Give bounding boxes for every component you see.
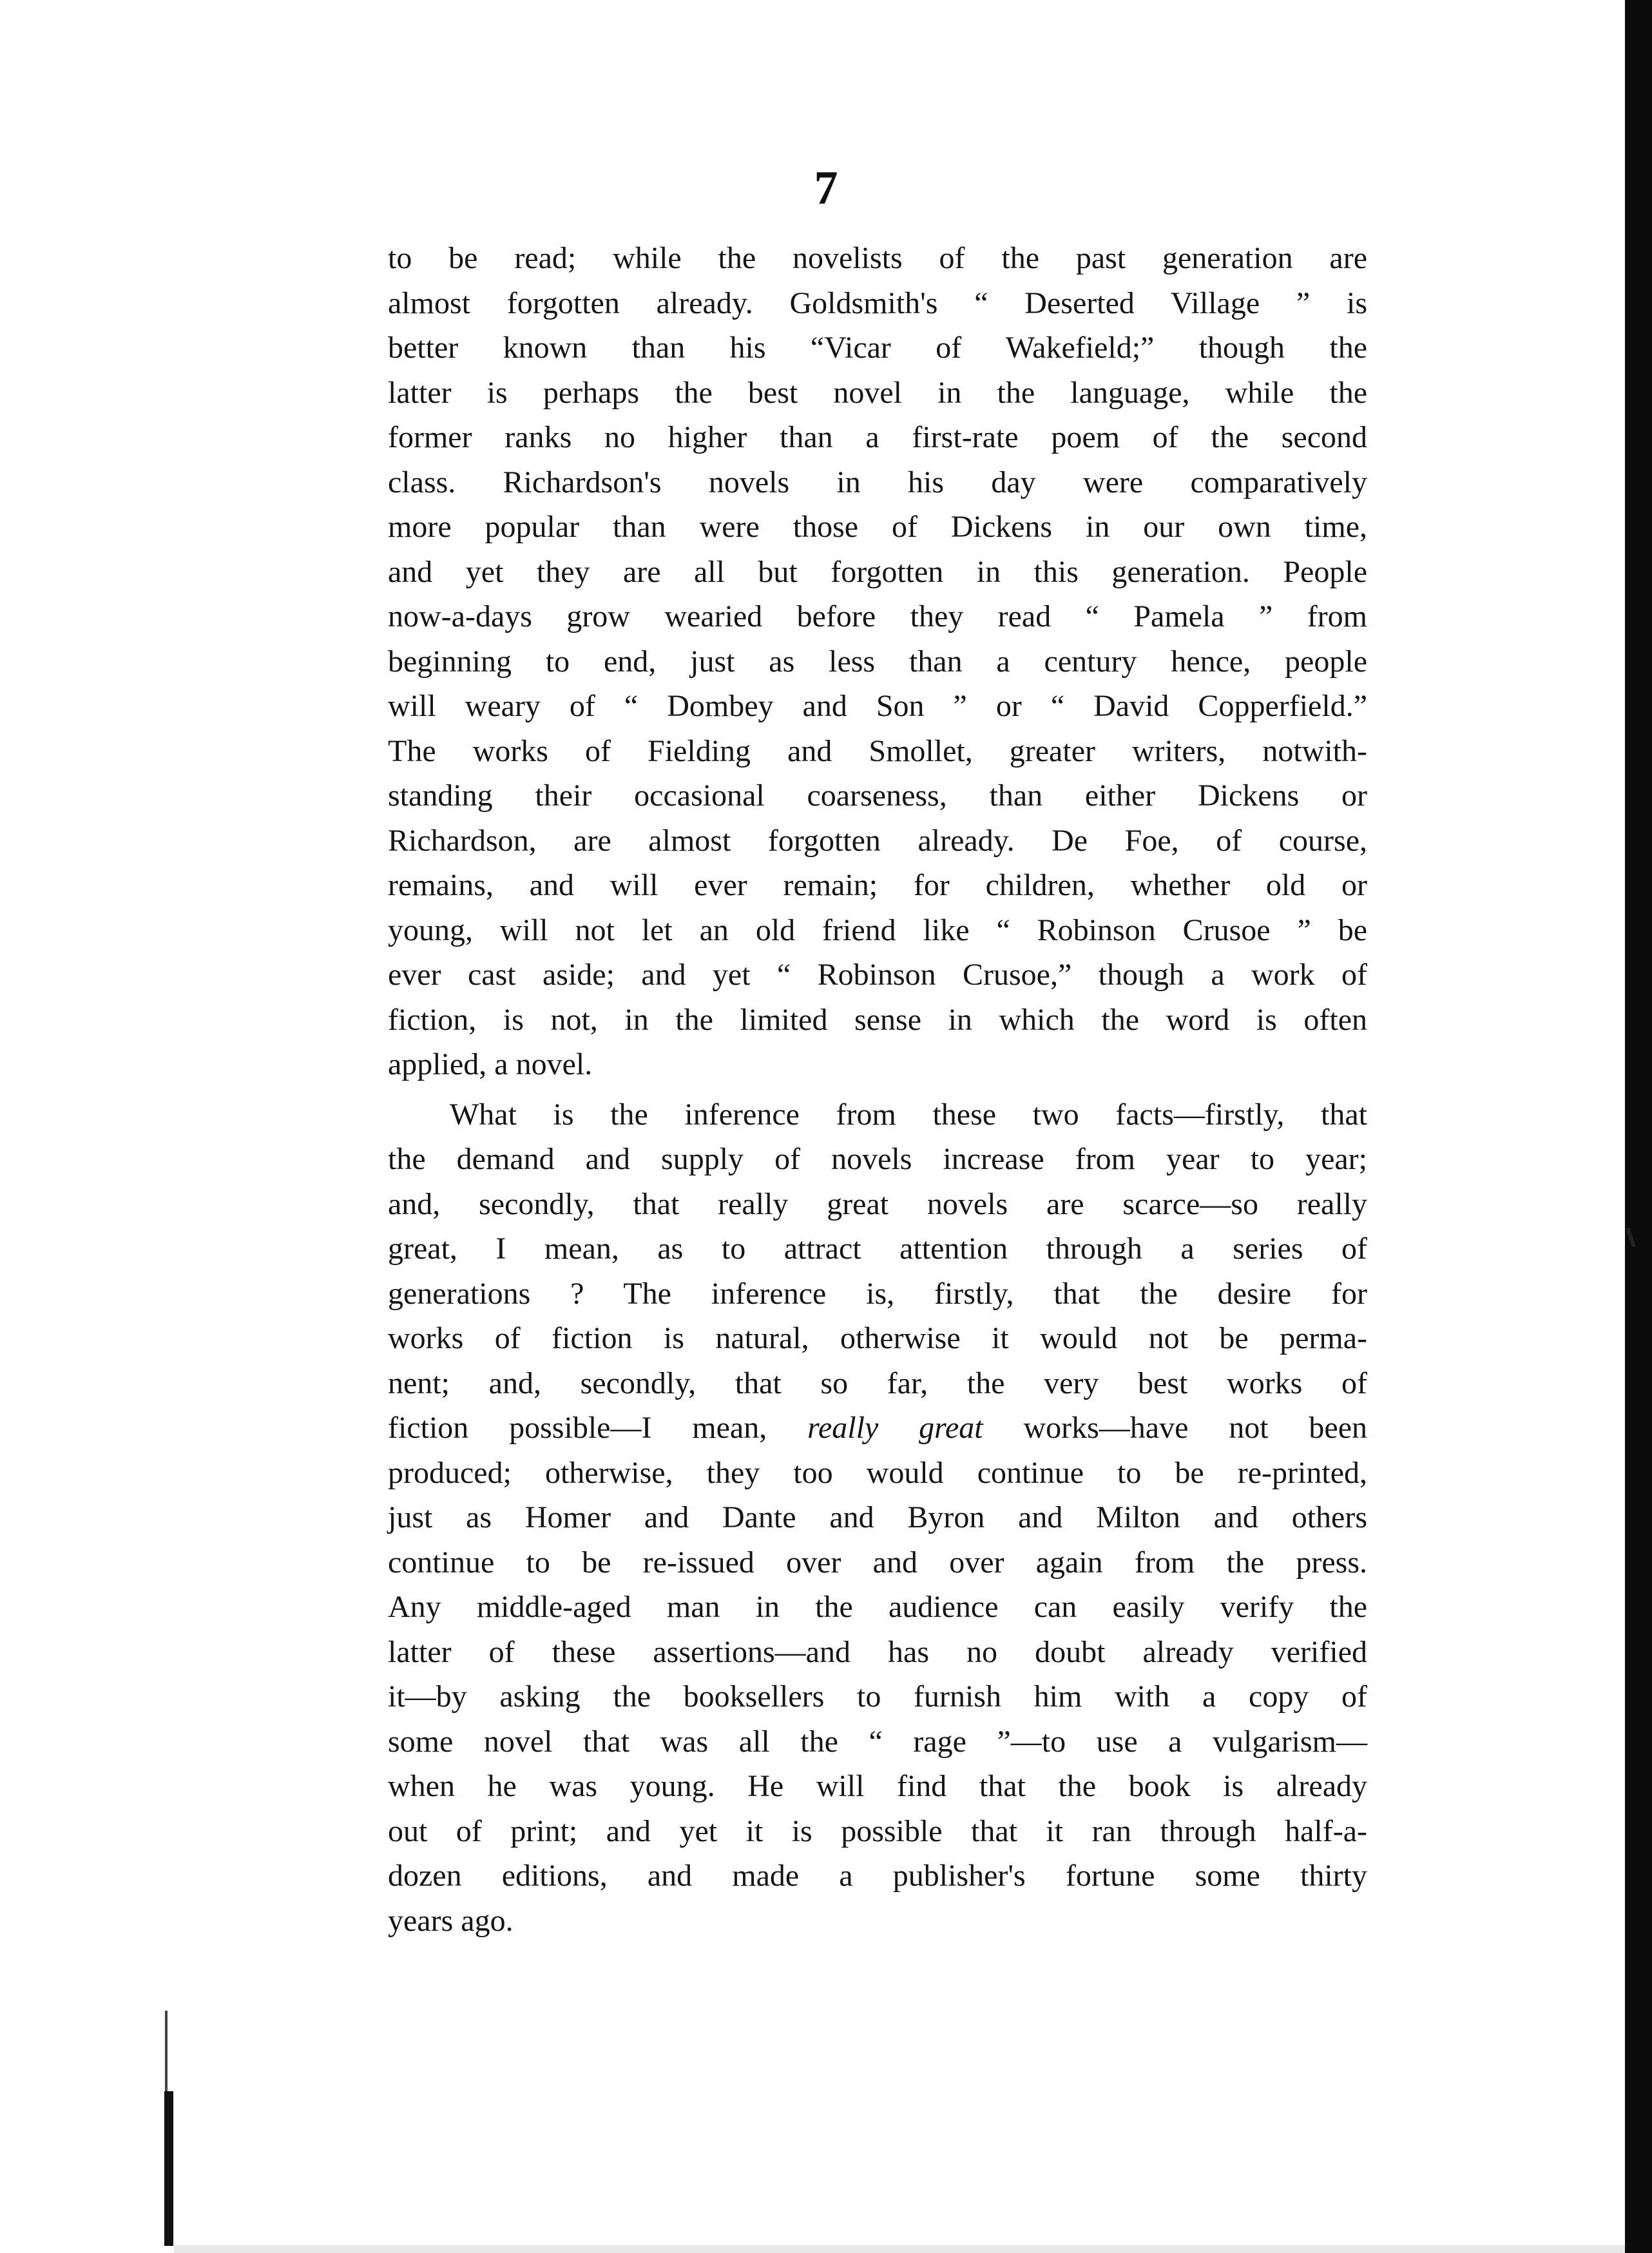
text-line: produced; otherwise, they too would continue to be re-printed, [388,1455,1367,1490]
text-line: and yet they are all but forgotten in this generation. People [388,554,1367,589]
text-line: The works of Fielding and Smollet, greater writers, notwith- [388,733,1367,768]
text-line: more popular than were those of Dickens in our own time, [388,510,1367,544]
text-fragment: works—have not been [983,1411,1368,1445]
body-text [388,236,1367,1943]
paragraph-1 [388,236,1367,1087]
text-line: years ago. [388,1903,514,1938]
text-line: beginning to end, just as less than a century hence, people [388,644,1367,679]
text-line: generations ? The inference is, firstly, that the desire for [388,1276,1367,1311]
scan-border-right [1625,0,1652,2253]
text-line: applied, a novel. [388,1047,593,1081]
text-fragment: fiction possible—I mean, [388,1411,808,1445]
text-line: latter is perhaps the best novel in the language, while the [388,375,1367,410]
text-line-with-italic [388,1406,1367,1451]
text-line: Any middle-aged man in the audience can easily verify the [388,1590,1367,1624]
text-line: almost forgotten already. Goldsmith's “ Deserted Village ” is [388,285,1367,320]
text-line: will weary of “ Dombey and Son ” or “ David Copperfield.” [388,689,1367,723]
text-line: class. Richardson's novels in his day were comparatively [388,465,1367,499]
scan-border-bottom [174,2245,1625,2253]
text-line: great, I mean, as to attract attention through a series of [388,1232,1367,1266]
paragraph-2 [388,1092,1367,1944]
text-line: now-a-days grow wearied before they read “ Pamela ” from [388,599,1367,633]
text-line: out of print; and yet it is possible that it ran through half-a- [388,1813,1367,1848]
text-line: ever cast aside; and yet “ Robinson Crusoe,” though a work of [388,958,1367,992]
text-line: standing their occasional coarseness, than either Dickens or [388,778,1367,813]
scan-border-left-faint [165,2011,168,2091]
text-line: latter of these assertions—and has no doubt already verified [388,1634,1367,1669]
text-line: just as Homer and Dante and Byron and Milton and others [388,1500,1367,1534]
text-line: and, secondly, that really great novels are scarce—so really [388,1186,1367,1221]
page-number: 7 [814,162,838,215]
text-line: Richardson, are almost forgotten already. De Foe, of course, [388,823,1367,858]
paragraph-gap [388,1087,1367,1092]
text-line: fiction, is not, in the limited sense in which the word is often [388,1002,1367,1037]
text-line: former ranks no higher than a first-rate poem of the second [388,420,1367,454]
text-line: to be read; while the novelists of the past generation are [388,241,1367,275]
scan-border-left [164,2091,173,2246]
italic-emphasis: really great [807,1411,983,1445]
text-line: What is the inference from these two facts—firstly, that [450,1097,1367,1132]
text-line: when he was young. He will find that the book is already [388,1769,1367,1803]
text-line: continue to be re-issued over and over again from the press. [388,1545,1367,1580]
text-line: some novel that was all the “ rage ”—to use a vulgarism— [388,1724,1367,1759]
text-line: nent; and, secondly, that so far, the very best works of [388,1366,1367,1400]
text-line: the demand and supply of novels increase from year to year; [388,1142,1367,1176]
text-line: it—by asking the booksellers to furnish him with a copy of [388,1679,1367,1714]
text-line: young, will not let an old friend like “ Robinson Crusoe ” be [388,913,1367,947]
text-line: better known than his “Vicar of Wakefield;” though the [388,331,1367,365]
text-line: works of fiction is natural, otherwise it would not be perma- [388,1321,1367,1355]
text-line: dozen editions, and made a publisher's fortune some thirty [388,1859,1367,1893]
text-line: remains, and will ever remain; for children, whether old or [388,868,1367,902]
